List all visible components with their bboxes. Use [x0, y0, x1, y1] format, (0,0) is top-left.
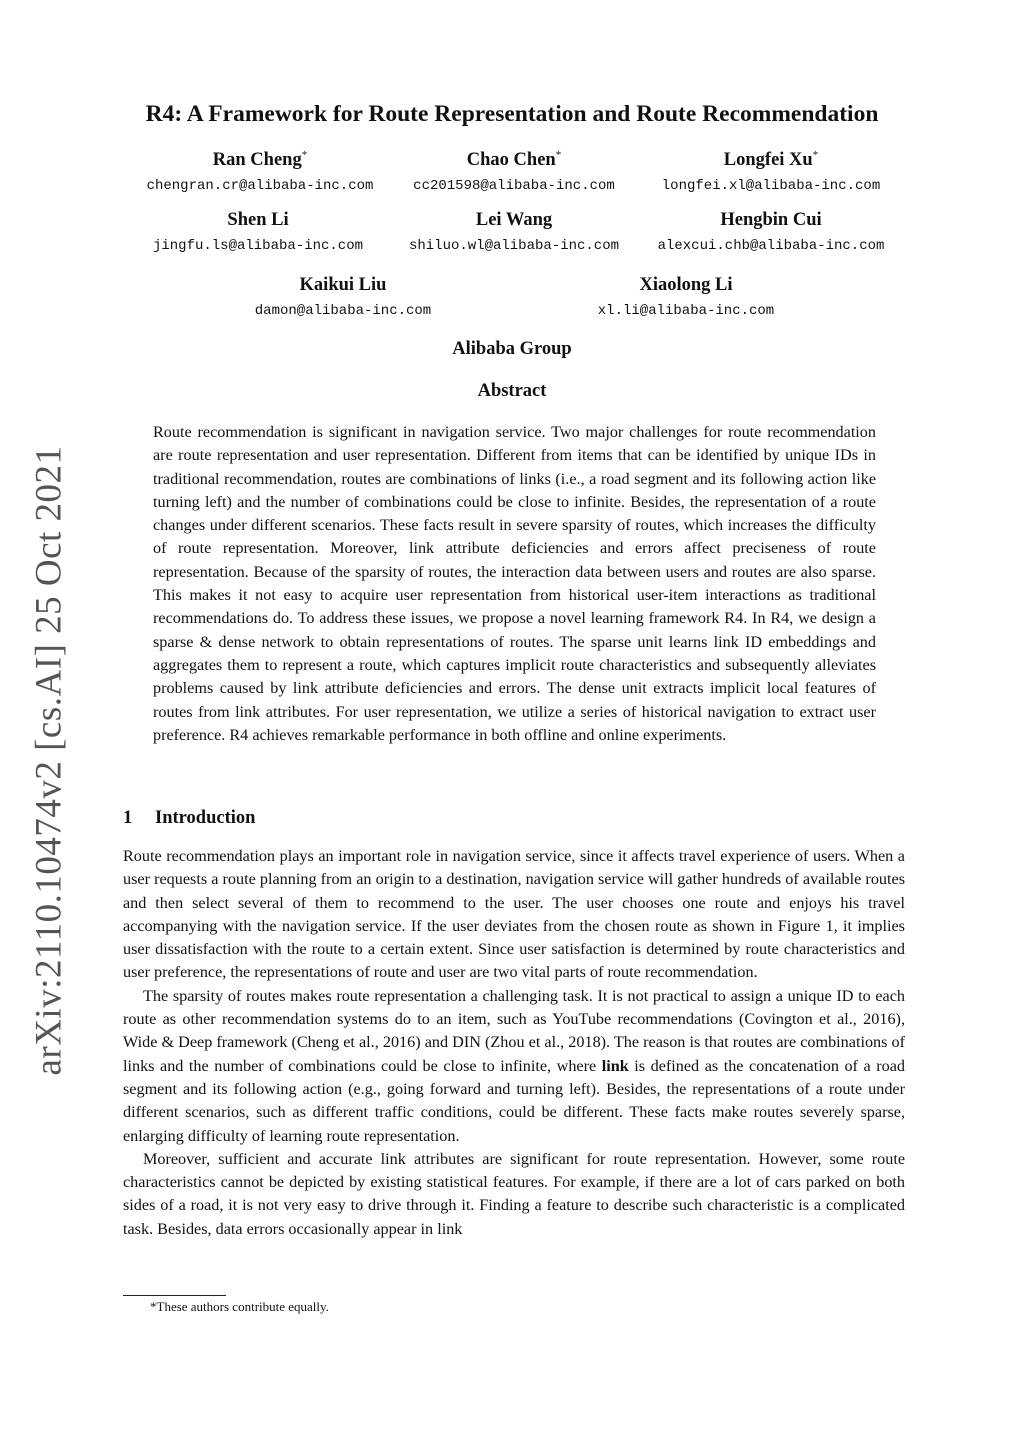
section-title: Introduction — [155, 808, 256, 828]
author-name: Xiaolong Li — [639, 275, 733, 295]
author-name: Ran Cheng* — [212, 149, 308, 171]
footnote: *These authors contribute equally. — [150, 1299, 329, 1314]
abstract-heading: Abstract — [477, 381, 547, 401]
author-email: xl.li@alibaba-inc.com — [597, 303, 775, 319]
author-email: damon@alibaba-inc.com — [254, 303, 432, 319]
author-email: longfei.xl@alibaba-inc.com — [661, 178, 881, 195]
author-name: Kaikui Liu — [299, 275, 387, 295]
author-block — [536, 273, 836, 320]
author-name: Chao Chen* — [466, 149, 562, 171]
abstract-text: Route recommendation is significant in navigation service. Two major challenges for route recommendation are route representation and user representation. Different from items that can be identified by unique IDs in traditional recommendation, routes are combinations of links (i.e., a road segment and its following action like turning left) and the number of combinations could be close to infinite. Besides, the representation of a route changes under different scenarios. These facts result in severe sparsity of routes, which increases the difficulty of route representation. Moreover, link attribute deficiencies and errors affect preciseness of route representation. Because of the sparsity of routes, the interaction data between users and routes are also sparse. This makes it not easy to acquire user representation from historical user-item interactions as traditional recommendations do. To address these issues, we propose a novel learning framework R4. In R4, we design a sparse & dense network to obtain representations of routes. The sparse unit learns link ID embeddings and aggregates them to represent a route, which captures implicit route characteristics and subsequently alleviates problems caused by link attribute deficiencies and errors. The dense unit extracts implicit local features of routes from link attributes. For user representation, we utilize a series of historical navigation to extract user preference. R4 achieves remarkable performance in both offline and online experiments. — [153, 423, 876, 744]
author-name: Shen Li — [227, 210, 289, 230]
author-email: cc201598@alibaba-inc.com — [413, 178, 615, 195]
paragraph: Moreover, sufficient and accurate link attributes are significant for route representation. However, some route characteristics cannot be depicted by existing statistical features. For example, if there are a lot of cars parked on both sides of a road, it is not very easy to drive through it. Finding a feature to describe such characteristic is a complicated task. Besides, data errors occasionally appear in link — [123, 1149, 905, 1238]
paragraph: The sparsity of routes makes route representation a challenging task. It is not practical to assign a unique ID to each route as other recommendation systems do to an item, such as YouTube recommendations (Covington et al., 2016), Wide & Deep framework (Cheng et al., 2016) and DIN (Zhou et al., 2018). The reason is that routes are combinations of links and the number of combinations could be close to infinite, where link is defined as the concatenation of a road segment and its following action (e.g., going forward and turning left). Besides, the representations of a route under different scenarios, such as different traffic conditions, could be different. These facts make routes severely sparse, enlarging difficulty of learning route representation. — [123, 986, 905, 1145]
bold-term: link — [601, 1056, 629, 1075]
author-block — [621, 143, 921, 195]
author-block — [621, 208, 921, 255]
author-email: shiluo.wl@alibaba-inc.com — [408, 238, 620, 254]
author-block — [108, 208, 408, 255]
author-name: Hengbin Cui — [720, 210, 822, 230]
author-block — [364, 208, 664, 255]
arxiv-stamp — [20, 444, 78, 1076]
section-heading — [123, 808, 255, 829]
author-block — [364, 143, 664, 195]
author-name: Longfei Xu* — [723, 149, 819, 171]
section-number: 1 — [123, 808, 133, 828]
arxiv-id: arXiv:2110.10474v2 [cs.AI] 25 Oct 2021 — [28, 444, 70, 1076]
affiliation: Alibaba Group — [452, 339, 572, 359]
author-email: jingfu.ls@alibaba-inc.com — [152, 238, 364, 254]
paper-title: R4: A Framework for Route Representation and Route Recommendation — [145, 101, 879, 127]
author-email: alexcui.chb@alibaba-inc.com — [657, 238, 885, 254]
footnote-rule — [123, 1295, 226, 1296]
author-email: chengran.cr@alibaba-inc.com — [146, 178, 374, 195]
author-block — [193, 273, 493, 320]
author-name: Lei Wang — [475, 210, 553, 230]
paragraph: Route recommendation plays an important role in navigation service, since it affects travel experience of users. When a user requests a route planning from an origin to a destination, navigation service will gather hundreds of available routes and then select several of them to recommend to the user. The user chooses one route and enjoys his travel accompanying with the navigation service. If the user deviates from the chosen route as shown in Figure 1, it implies user dissatisfaction with the route to a certain extent. Since user satisfaction is determined by route characteristics and user preference, the representations of route and user are two vital parts of route recommendation. — [123, 847, 905, 982]
body-text — [123, 845, 905, 1241]
